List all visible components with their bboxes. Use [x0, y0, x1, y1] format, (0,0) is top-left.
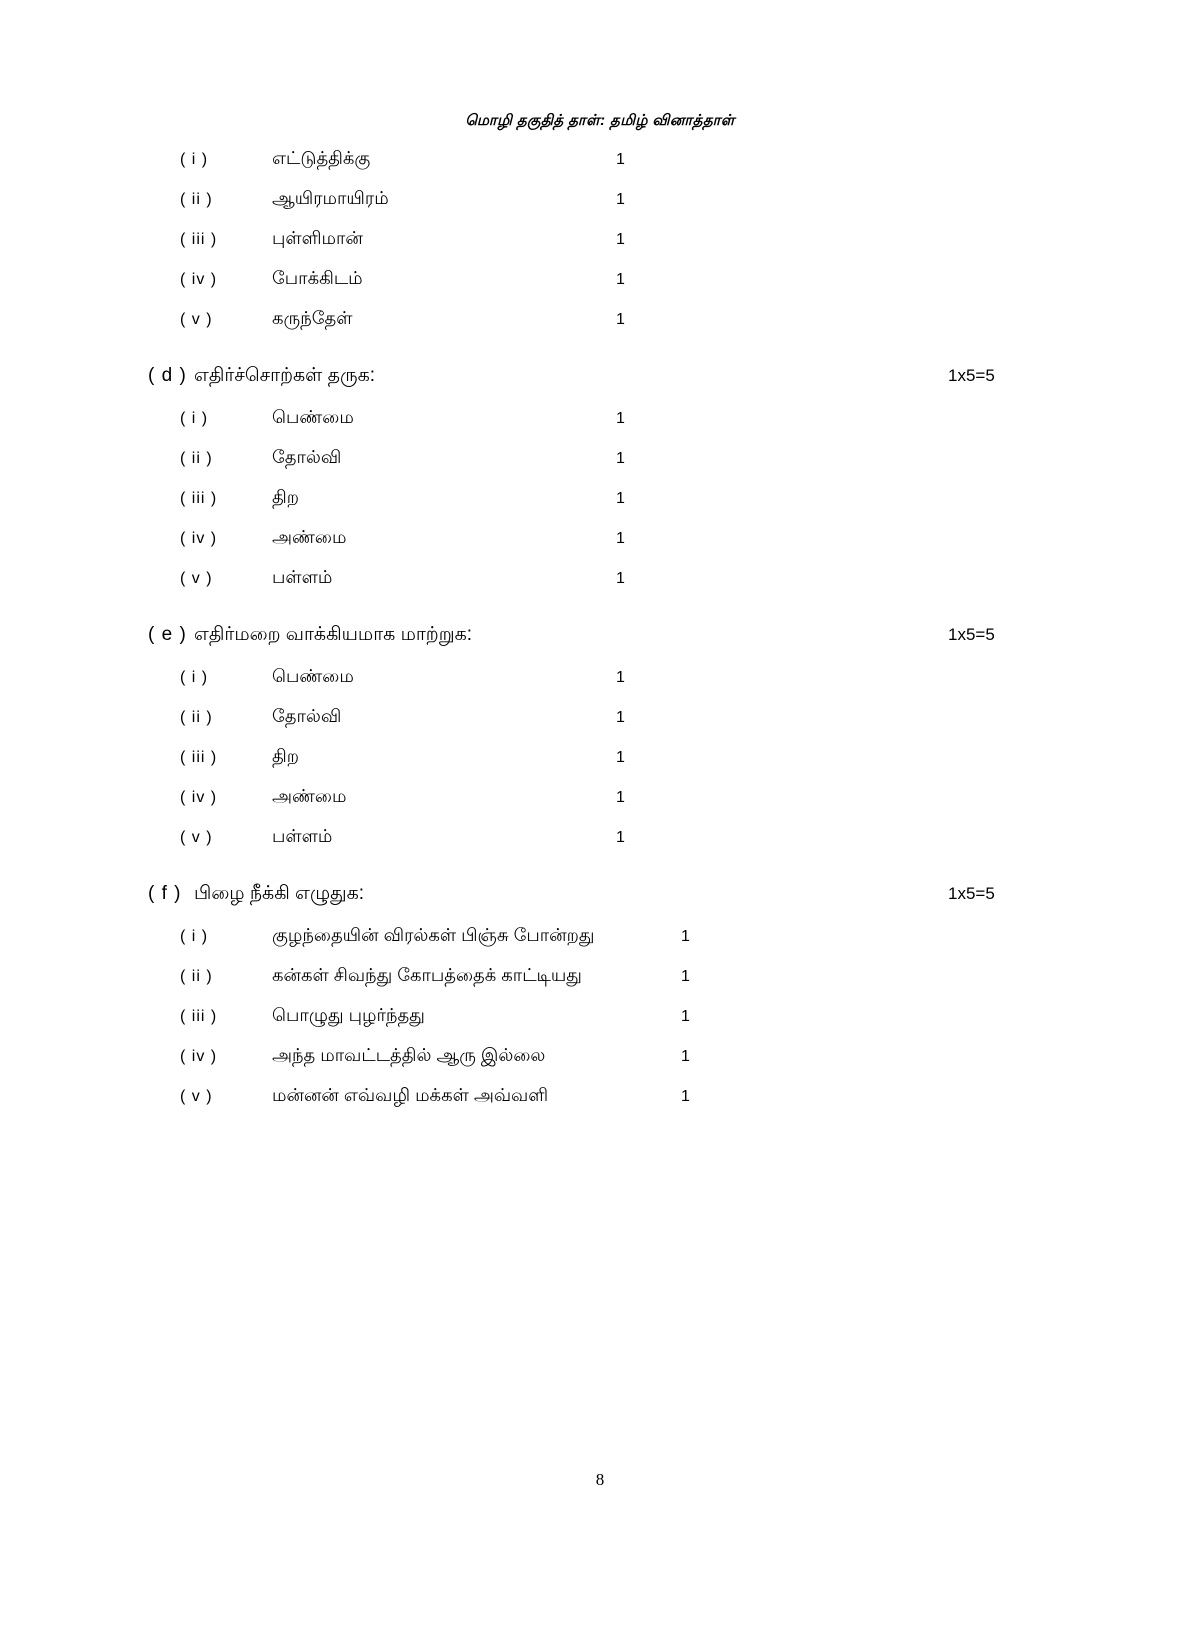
- section-label: ( d ): [148, 365, 187, 386]
- item-text: போக்கிடம்: [272, 268, 363, 288]
- list-item: [148, 407, 1068, 430]
- section-text: பிழை நீக்கி எழுதுக:: [194, 883, 365, 904]
- section-text: எதிர்ச்சொற்கள் தருக:: [194, 365, 376, 386]
- item-roman: ( i ): [180, 928, 209, 945]
- item-text: அண்மை: [272, 527, 347, 547]
- item-mark: 1: [681, 1088, 690, 1105]
- item-mark: 1: [616, 749, 625, 766]
- list-item: [148, 1005, 1068, 1028]
- item-roman: ( iii ): [180, 749, 218, 766]
- item-text: திற: [272, 487, 299, 507]
- list-item: [148, 268, 1068, 291]
- item-roman: ( v ): [180, 570, 213, 587]
- item-text: திற: [272, 746, 299, 766]
- item-mark: 1: [616, 669, 625, 686]
- list-item: [148, 746, 1068, 769]
- list-item: [148, 308, 1068, 331]
- item-mark: 1: [616, 231, 625, 248]
- item-text: அண்மை: [272, 786, 347, 806]
- question-group-f: [148, 883, 1068, 1108]
- item-roman: ( i ): [180, 669, 209, 686]
- list-item: [148, 487, 1068, 510]
- item-text: அந்த மாவட்டத்தில் ஆரு இல்லை: [272, 1045, 546, 1065]
- item-text: தோல்வி: [272, 447, 342, 467]
- list-item: [148, 567, 1068, 590]
- item-roman: ( iii ): [180, 1008, 218, 1025]
- item-mark: 1: [681, 1008, 690, 1025]
- item-text: தோல்வி: [272, 706, 342, 726]
- item-text: கன்கள் சிவந்து கோபத்தைக் காட்டியது: [272, 965, 582, 985]
- list-item: [148, 786, 1068, 809]
- section-heading-e: [148, 624, 1068, 648]
- list-item: [148, 228, 1068, 251]
- item-roman: ( v ): [180, 1088, 213, 1105]
- item-mark: 1: [616, 490, 625, 507]
- item-roman: ( i ): [180, 151, 209, 168]
- section-label: ( e ): [148, 624, 187, 645]
- item-text: பொழுது புழர்ந்தது: [272, 1005, 425, 1025]
- section-text: எதிர்மறை வாக்கியமாக மாற்றுக:: [194, 624, 473, 645]
- page-header: மொழி தகுதித் தாள்: தமிழ் வினாத்தாள்: [465, 112, 735, 129]
- list-item: [148, 965, 1068, 988]
- item-mark: 1: [616, 709, 625, 726]
- item-roman: ( iv ): [180, 271, 218, 288]
- item-text: பள்ளம்: [272, 826, 333, 846]
- item-mark: 1: [616, 410, 625, 427]
- item-mark: 1: [616, 450, 625, 467]
- item-text: புள்ளிமான்: [272, 228, 363, 248]
- section-heading-f: [148, 883, 1068, 907]
- item-mark: 1: [616, 789, 625, 806]
- page-number: 8: [595, 1470, 605, 1489]
- item-roman: ( v ): [180, 311, 213, 328]
- list-item: [148, 1085, 1068, 1108]
- item-roman: ( iii ): [180, 231, 218, 248]
- item-roman: ( iii ): [180, 490, 218, 507]
- question-group-d: [148, 365, 1068, 590]
- list-item: [148, 826, 1068, 849]
- item-mark: 1: [616, 829, 625, 846]
- item-text: கருந்தேள்: [272, 308, 353, 328]
- item-roman: ( iv ): [180, 530, 218, 547]
- section-marks: 1x5=5: [948, 625, 995, 644]
- list-item: [148, 666, 1068, 689]
- item-text: பெண்மை: [272, 407, 354, 427]
- item-mark: 1: [681, 928, 690, 945]
- section-heading-d: [148, 365, 1068, 389]
- item-mark: 1: [616, 151, 625, 168]
- item-mark: 1: [681, 1048, 690, 1065]
- list-item: [148, 925, 1068, 948]
- item-text: ஆயிரமாயிரம்: [272, 188, 389, 208]
- item-mark: 1: [681, 968, 690, 985]
- item-roman: ( i ): [180, 410, 209, 427]
- item-roman: ( iv ): [180, 789, 218, 806]
- list-item: [148, 447, 1068, 470]
- item-roman: ( iv ): [180, 1048, 218, 1065]
- item-mark: 1: [616, 311, 625, 328]
- list-item: [148, 188, 1068, 211]
- item-roman: ( ii ): [180, 191, 213, 208]
- list-item: [148, 1045, 1068, 1068]
- item-mark: 1: [616, 271, 625, 288]
- item-mark: 1: [616, 191, 625, 208]
- section-label: ( f ): [148, 883, 182, 904]
- item-roman: ( ii ): [180, 968, 213, 985]
- list-item: [148, 527, 1068, 550]
- list-item: [148, 148, 1068, 171]
- item-roman: ( ii ): [180, 450, 213, 467]
- item-mark: 1: [616, 570, 625, 587]
- item-text: எட்டுத்திக்கு: [272, 148, 371, 168]
- question-group-e: [148, 624, 1068, 849]
- question-group-c-continued: [148, 148, 1068, 331]
- section-marks: 1x5=5: [948, 884, 995, 903]
- item-text: பெண்மை: [272, 666, 354, 686]
- item-roman: ( v ): [180, 829, 213, 846]
- document-content: [148, 148, 1068, 1125]
- item-mark: 1: [616, 530, 625, 547]
- item-text: பள்ளம்: [272, 567, 333, 587]
- item-roman: ( ii ): [180, 709, 213, 726]
- item-text: மன்னன் எவ்வழி மக்கள் அவ்வளி: [272, 1085, 549, 1105]
- item-text: குழந்தையின் விரல்கள் பிஞ்சு போன்றது: [272, 925, 595, 945]
- list-item: [148, 706, 1068, 729]
- section-marks: 1x5=5: [948, 366, 995, 385]
